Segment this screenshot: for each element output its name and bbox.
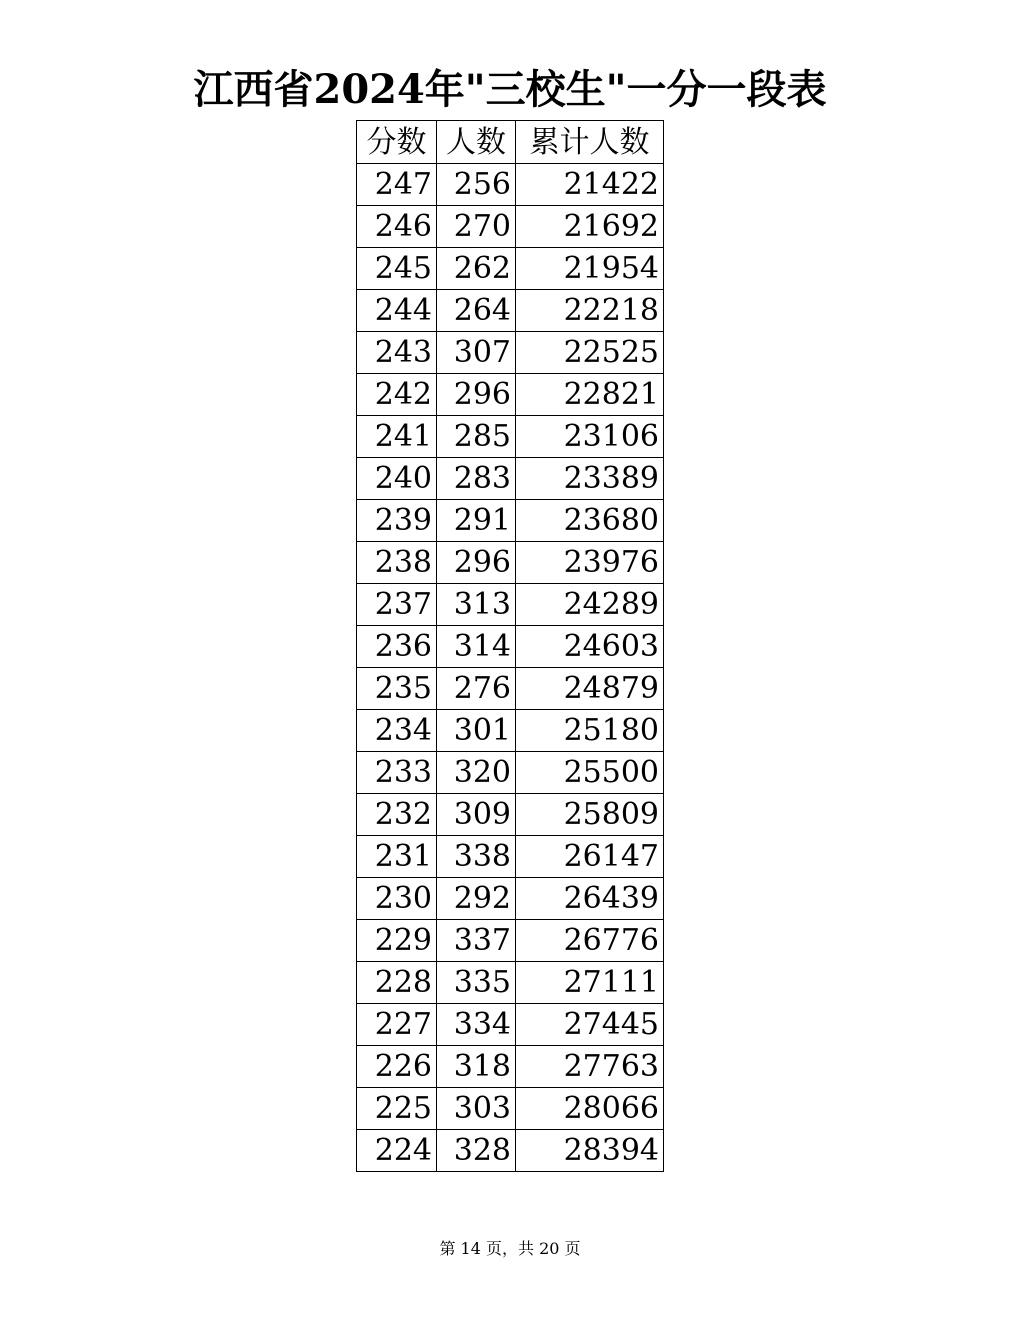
cumulative-cell: 23389 — [516, 458, 664, 500]
table-row — [357, 626, 664, 668]
score-cell: 231 — [357, 836, 437, 878]
cumulative-cell: 27763 — [516, 1046, 664, 1088]
score-cell: 226 — [357, 1046, 437, 1088]
count-cell: 296 — [437, 542, 516, 584]
score-cell: 224 — [357, 1130, 437, 1172]
count-cell: 314 — [437, 626, 516, 668]
count-cell: 303 — [437, 1088, 516, 1130]
score-cell: 236 — [357, 626, 437, 668]
score-cell: 225 — [357, 1088, 437, 1130]
score-cell: 233 — [357, 752, 437, 794]
count-cell: 256 — [437, 164, 516, 206]
table-row — [357, 416, 664, 458]
count-cell: 285 — [437, 416, 516, 458]
count-cell: 307 — [437, 332, 516, 374]
count-cell: 283 — [437, 458, 516, 500]
count-cell: 301 — [437, 710, 516, 752]
cumulative-cell: 26776 — [516, 920, 664, 962]
score-cell: 237 — [357, 584, 437, 626]
table-row — [357, 836, 664, 878]
score-cell: 242 — [357, 374, 437, 416]
table-row — [357, 752, 664, 794]
count-cell: 338 — [437, 836, 516, 878]
count-cell: 264 — [437, 290, 516, 332]
count-cell: 309 — [437, 794, 516, 836]
page-footer: 第 14 页，共 20 页 — [439, 1239, 581, 1258]
table-row — [357, 290, 664, 332]
cumulative-cell: 23680 — [516, 500, 664, 542]
table-row — [357, 1046, 664, 1088]
table-row — [357, 542, 664, 584]
cumulative-cell: 27445 — [516, 1004, 664, 1046]
table-row — [357, 164, 664, 206]
table-row — [357, 1004, 664, 1046]
score-cell: 227 — [357, 1004, 437, 1046]
table-row — [357, 794, 664, 836]
cumulative-cell: 25500 — [516, 752, 664, 794]
score-cell: 246 — [357, 206, 437, 248]
cumulative-cell: 21422 — [516, 164, 664, 206]
score-cell: 228 — [357, 962, 437, 1004]
score-cell: 247 — [357, 164, 437, 206]
table-row — [357, 500, 664, 542]
cumulative-cell: 21692 — [516, 206, 664, 248]
count-cell: 313 — [437, 584, 516, 626]
cumulative-cell: 23976 — [516, 542, 664, 584]
table-row — [357, 458, 664, 500]
cumulative-cell: 21954 — [516, 248, 664, 290]
cumulative-cell: 25809 — [516, 794, 664, 836]
table-row — [357, 332, 664, 374]
cumulative-cell: 24289 — [516, 584, 664, 626]
table-body — [357, 164, 664, 1172]
count-cell: 318 — [437, 1046, 516, 1088]
header-cumulative: 累计人数 — [516, 121, 664, 164]
page-title: 江西省2024年"三校生"一分一段表 — [193, 66, 827, 113]
cumulative-cell: 28066 — [516, 1088, 664, 1130]
score-cell: 240 — [357, 458, 437, 500]
score-cell: 230 — [357, 878, 437, 920]
table-row — [357, 374, 664, 416]
score-cell: 232 — [357, 794, 437, 836]
cumulative-cell: 22821 — [516, 374, 664, 416]
table-row — [357, 710, 664, 752]
score-cell: 245 — [357, 248, 437, 290]
table-row — [357, 206, 664, 248]
count-cell: 276 — [437, 668, 516, 710]
cumulative-cell: 24603 — [516, 626, 664, 668]
score-cell: 229 — [357, 920, 437, 962]
count-cell: 337 — [437, 920, 516, 962]
count-cell: 296 — [437, 374, 516, 416]
table-row — [357, 248, 664, 290]
cumulative-cell: 26147 — [516, 836, 664, 878]
count-cell: 291 — [437, 500, 516, 542]
score-cell: 235 — [357, 668, 437, 710]
cumulative-cell: 23106 — [516, 416, 664, 458]
table-row — [357, 920, 664, 962]
table-row — [357, 878, 664, 920]
cumulative-cell: 22525 — [516, 332, 664, 374]
score-cell: 244 — [357, 290, 437, 332]
count-cell: 262 — [437, 248, 516, 290]
score-cell: 238 — [357, 542, 437, 584]
count-cell: 292 — [437, 878, 516, 920]
count-cell: 270 — [437, 206, 516, 248]
count-cell: 328 — [437, 1130, 516, 1172]
score-distribution-table — [356, 120, 664, 1172]
cumulative-cell: 25180 — [516, 710, 664, 752]
table-row — [357, 584, 664, 626]
cumulative-cell: 24879 — [516, 668, 664, 710]
table-row — [357, 962, 664, 1004]
cumulative-cell: 22218 — [516, 290, 664, 332]
score-cell: 239 — [357, 500, 437, 542]
count-cell: 334 — [437, 1004, 516, 1046]
score-cell: 243 — [357, 332, 437, 374]
table-row — [357, 1088, 664, 1130]
table-header-row — [357, 121, 664, 164]
cumulative-cell: 26439 — [516, 878, 664, 920]
cumulative-cell: 27111 — [516, 962, 664, 1004]
table-row — [357, 668, 664, 710]
score-cell: 241 — [357, 416, 437, 458]
score-cell: 234 — [357, 710, 437, 752]
cumulative-cell: 28394 — [516, 1130, 664, 1172]
count-cell: 335 — [437, 962, 516, 1004]
header-score: 分数 — [357, 121, 437, 164]
table-row — [357, 1130, 664, 1172]
header-count: 人数 — [437, 121, 516, 164]
count-cell: 320 — [437, 752, 516, 794]
